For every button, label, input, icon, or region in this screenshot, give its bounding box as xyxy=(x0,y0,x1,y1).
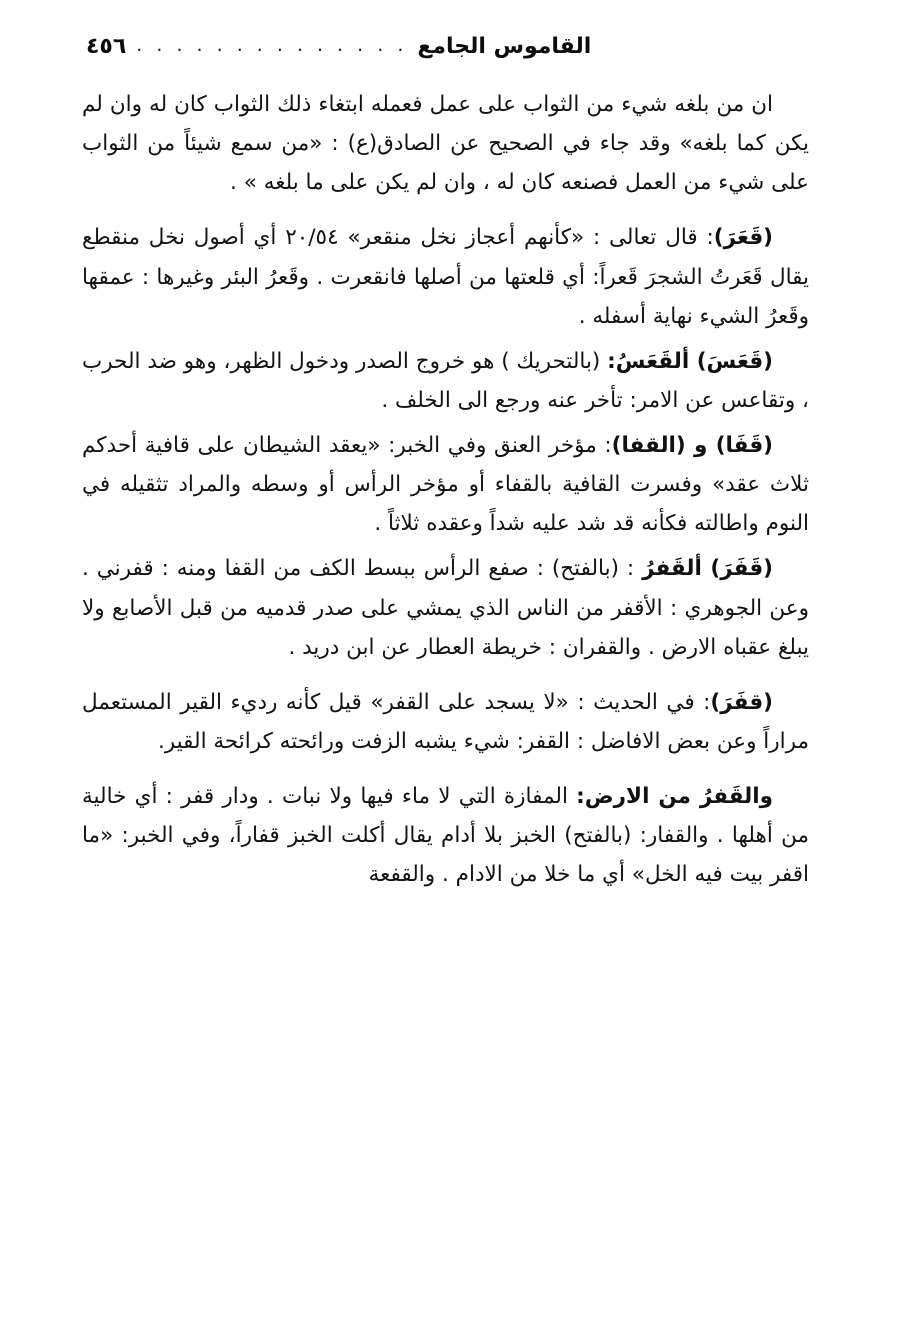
book-title: القاموس الجامع xyxy=(417,34,592,59)
paragraph-intro: ان من بلغه شيء من الثواب على عمل فعمله ابتغاء ذلك الثواب كان له وان لم يكن كما بلغه» وقد جاء في الصحيح عن الصادق(ع) : «من سمع شيئاً من الثواب على شيء من العمل فصنعه كان له ، وان لم يكن على ما بلغه » . xyxy=(82,92,809,196)
entry-qafr-two xyxy=(82,683,809,761)
entry-qafr-ard-text: المفازة التي لا ماء فيها ولا نبات . ودار قفر : أي خالية من أهلها . والقفار: (بالفتح) الخبز بلا أدام يقال أكلت الخبز قفاراً، وفي الخبر: «ما اقفر بيت فيه الخل» أي ما خلا من الادام . والقفعة xyxy=(82,784,809,888)
page-number: ٤٥٦ xyxy=(86,34,127,59)
page-body xyxy=(82,85,809,894)
headword-qaara: (قَعَرَ) xyxy=(713,225,773,251)
entry-qaara-text: : قال تعالى : «كأنهم أعجاز نخل منقعر» ٢٠/٥٤ أي أصول نخل منقطع يقال قَعَرتُ الشجرَ قَعراً: أي قلعتها من أصلها فانقعرت . وقَعرُ البئر وغيرها : عمقها وقَعرُ الشيء نهاية أسفله . xyxy=(82,225,809,329)
headword-qafr-two: (قفَرَ) xyxy=(710,689,773,715)
entry-qafr-ard xyxy=(82,777,809,894)
entry-qafr-one-text: : (بالفتح) : صفع الرأس ببسط الكف من القفا ومنه : قفرني . وعن الجوهري : الأقفر من الناس الذي يمشي على صدر قدميه من قبل الأصابع ولا يبلغ عقباه الارض . والقفران : خريطة العطار عن ابن دريد . xyxy=(82,556,809,660)
headword-qafr-one: (قَفَرَ) ألقَفرُ xyxy=(642,556,773,582)
entry-qaas-text: (بالتحريك ) هو خروج الصدر ودخول الظهر، وهو ضد الحرب ، وتقاعس عن الامر: تأخر عنه ورجع الى الخلف . xyxy=(82,348,809,413)
entry-qafr-two-text: : في الحديث : «لا يسجد على القفر» قيل كأنه رديء القير المستعمل مراراً وعن بعض الافاضل : القفر: شيء يشبه الزفت ورائحته كرائحة القير. xyxy=(82,689,809,754)
page-header xyxy=(82,34,809,59)
entry-qafa-text: : مؤخر العنق وفي الخبر: «يعقد الشيطان على قافية أحدكم ثلاث عقد» وفسرت القافية بالقفاء أو مؤخر الرأس أو وسطه والمراد تثقيله في النوم واطالته فكأنه قد شد عليه شداً وعقده ثلاثاً . xyxy=(82,433,809,537)
headword-qafa: (قَفَا) و (القفا) xyxy=(611,433,773,458)
header-dot-leader: . . . . . . . . . . . . . . xyxy=(136,34,408,56)
entry-qafr-one xyxy=(82,549,809,666)
entry-qafa xyxy=(82,426,809,543)
headword-qafr-ard: والقَفرُ من الارض: xyxy=(576,784,773,809)
headword-qaas: (قَعَسَ) ألقَعَسُ: xyxy=(607,348,773,374)
entry-qaara xyxy=(82,218,809,335)
entry-qaas xyxy=(82,342,809,420)
